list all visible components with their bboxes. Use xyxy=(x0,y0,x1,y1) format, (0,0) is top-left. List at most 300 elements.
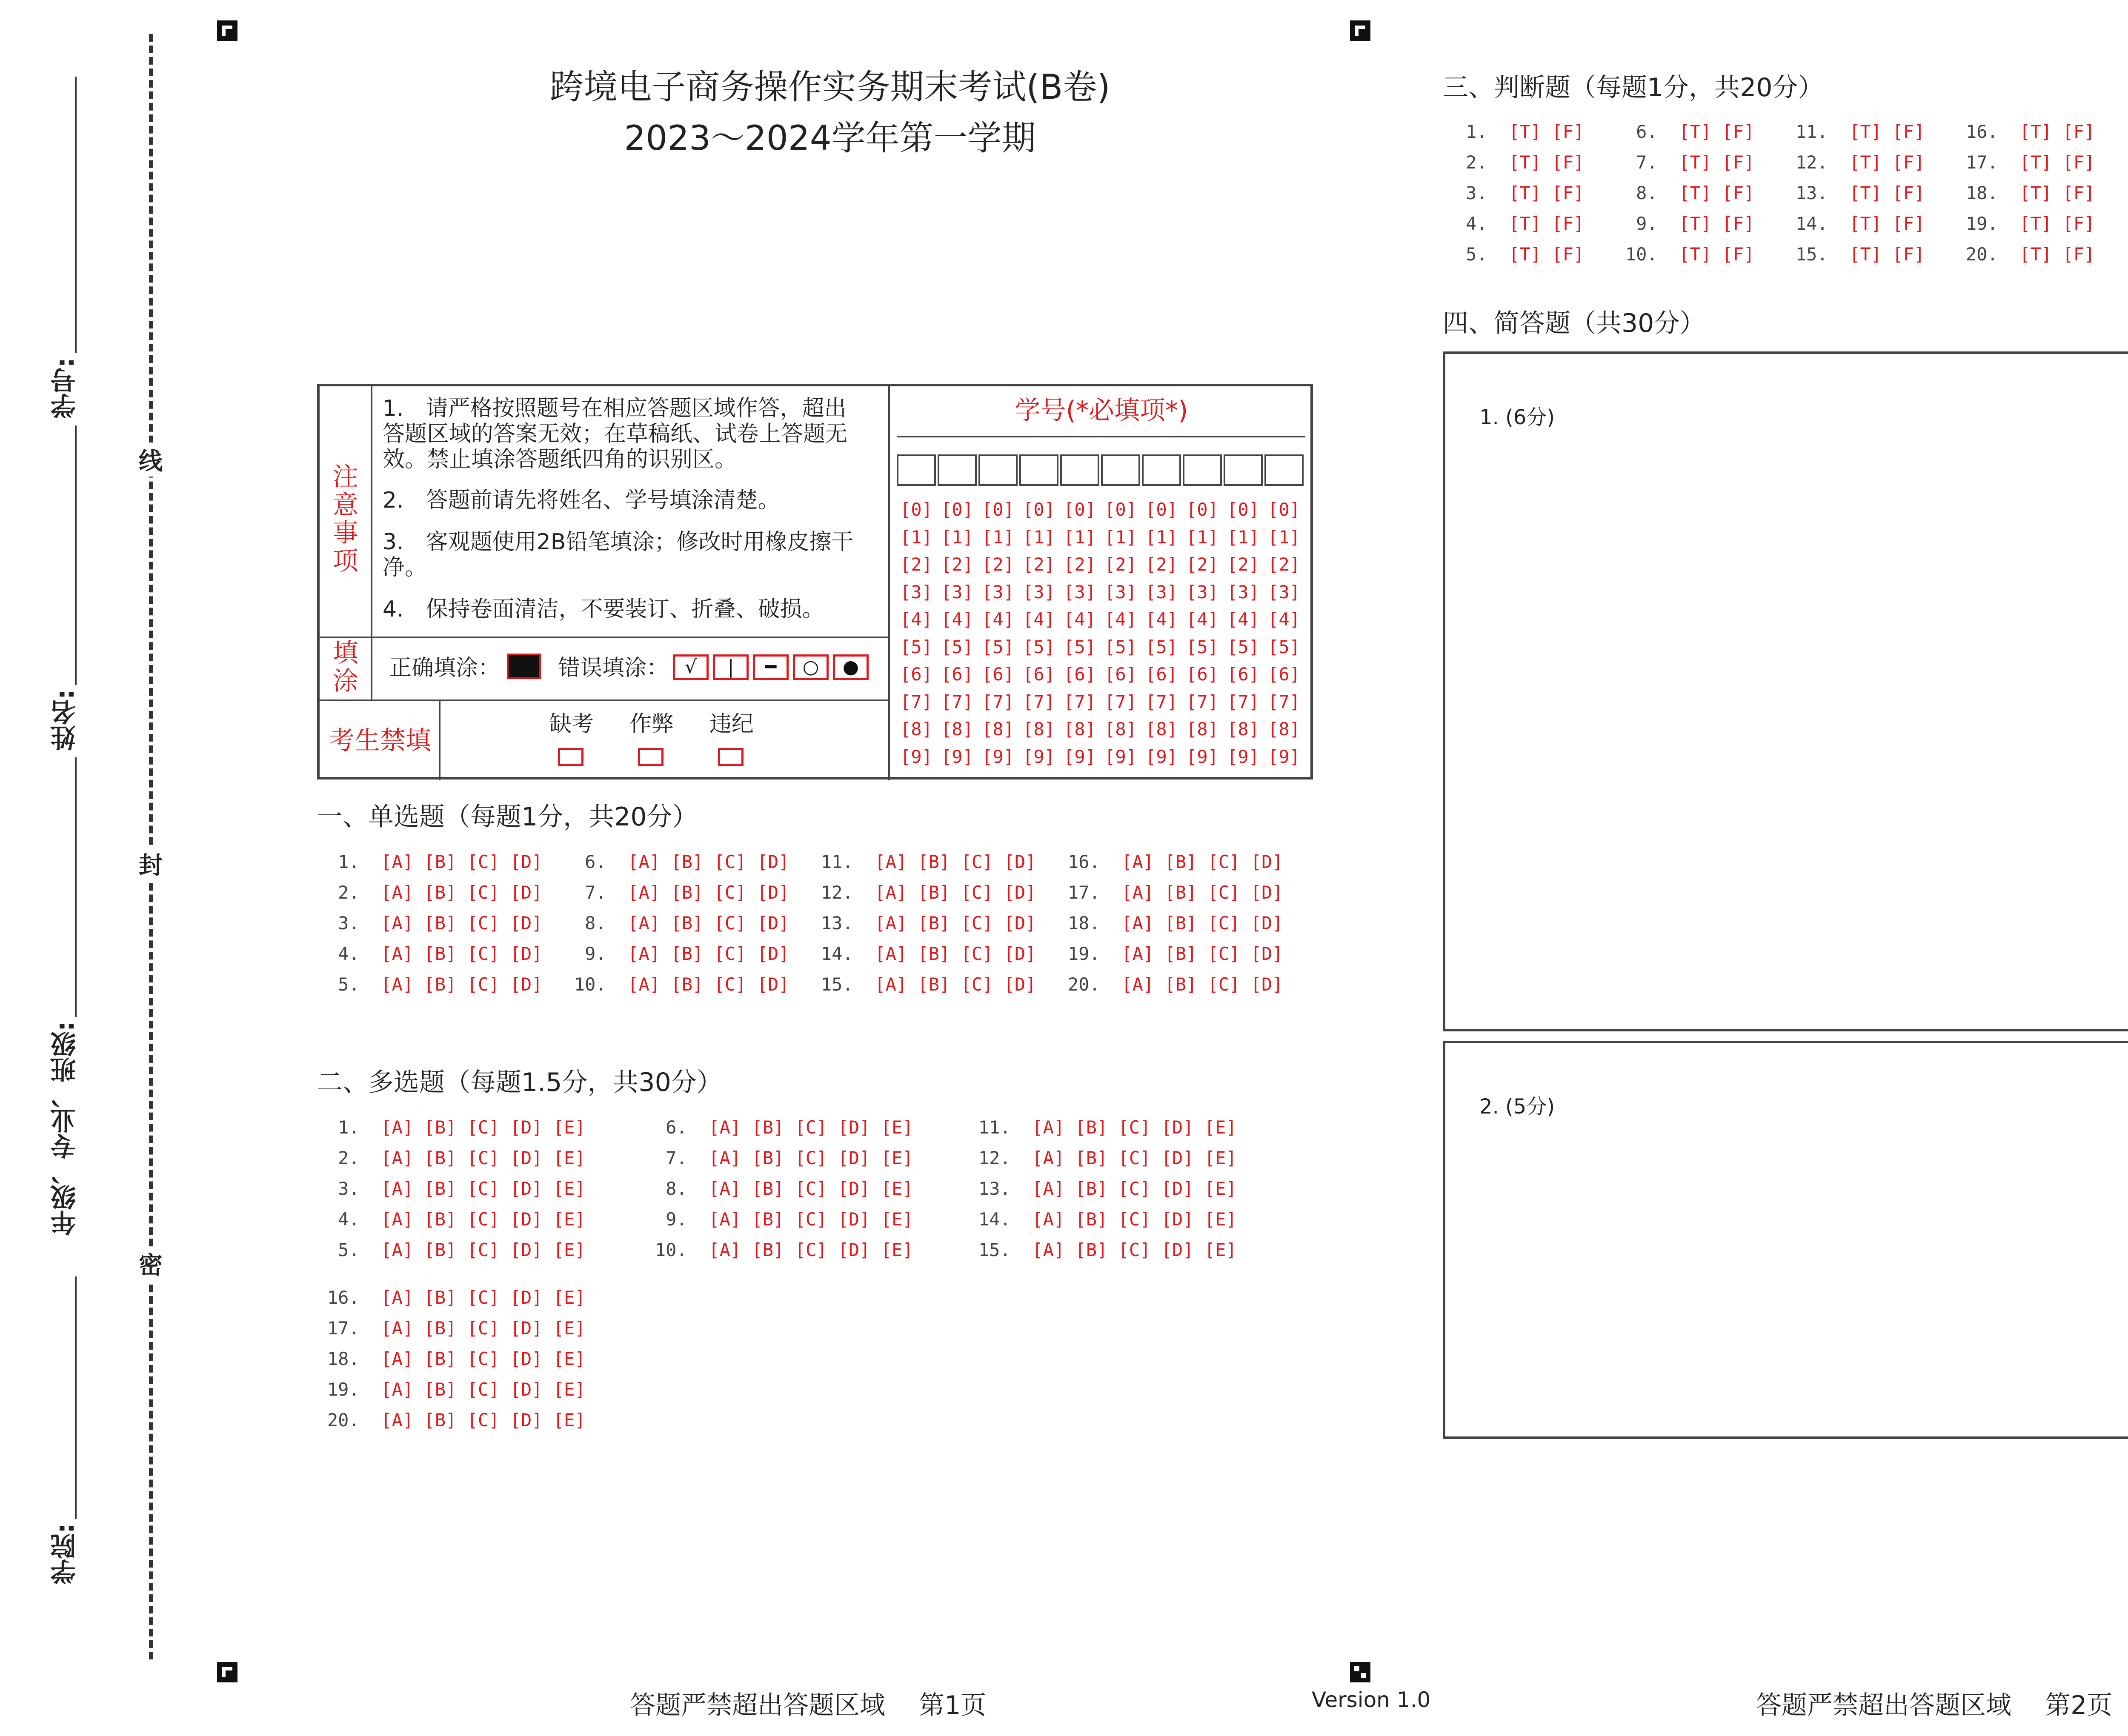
student-id-digit-bubble[interactable]: [3] xyxy=(1268,581,1300,602)
question-row[interactable] xyxy=(975,1204,1237,1235)
student-id-box[interactable] xyxy=(978,454,1018,486)
violation-label: 违纪 xyxy=(709,711,754,737)
question-row[interactable] xyxy=(1451,208,1584,239)
notice-item-3: 3. 客观题使用2B铅笔填涂；修改时用橡皮擦干净。 xyxy=(383,529,854,580)
student-id-digit-column[interactable] xyxy=(1142,496,1181,771)
student-id-digit-bubble[interactable]: [2] xyxy=(1064,554,1096,575)
question-row[interactable] xyxy=(323,1374,586,1405)
student-id-digit-bubble[interactable]: [0] xyxy=(1064,499,1096,520)
student-id-digit-bubble[interactable]: [9] xyxy=(1227,746,1259,767)
question-row[interactable] xyxy=(1622,239,1754,270)
answer-options[interactable]: [T] [F] xyxy=(1498,183,1585,203)
student-id-digit-bubble[interactable]: [9] xyxy=(941,746,973,767)
question-number: 9. xyxy=(1636,213,1668,234)
student-id-digit-bubble[interactable]: [8] xyxy=(1186,719,1218,740)
answer-options[interactable]: [A] [B] [C] [D] xyxy=(1111,943,1283,964)
student-id-digit-bubble[interactable]: [6] xyxy=(1186,664,1218,685)
student-id-digit-bubble[interactable]: [5] xyxy=(1227,636,1259,657)
student-id-digit-bubble[interactable]: [3] xyxy=(1145,581,1178,602)
answer-options[interactable]: [A] [B] [C] [D] xyxy=(617,974,789,995)
answer-options[interactable]: [A] [B] [C] [D] [E] xyxy=(698,1239,913,1260)
student-id-digit-bubble[interactable]: [7] xyxy=(900,691,932,712)
question-number: 20. xyxy=(1965,244,2009,265)
answer-options[interactable]: [A] [B] [C] [D] [E] xyxy=(698,1209,913,1230)
question-row[interactable] xyxy=(1064,877,1283,908)
answer-options[interactable]: [T] [F] xyxy=(1668,183,1755,203)
cheat-checkbox[interactable] xyxy=(638,748,664,766)
answer-options[interactable]: [A] [B] [C] [D] xyxy=(617,943,789,964)
answer-options[interactable]: [A] [B] [C] [D] xyxy=(370,851,543,872)
student-id-box[interactable] xyxy=(1142,454,1181,486)
student-id-box[interactable] xyxy=(938,454,977,486)
answer-options[interactable]: [A] [B] [C] [D] xyxy=(617,851,789,872)
answer-options[interactable]: [T] [F] xyxy=(2009,244,2095,265)
question-number: 20. xyxy=(327,1410,370,1430)
student-id-digit-bubble[interactable]: [8] xyxy=(1145,719,1178,740)
answer-options[interactable]: [A] [B] [C] [D] [E] xyxy=(1021,1117,1237,1138)
question-row[interactable] xyxy=(323,1344,586,1374)
student-id-digit-bubble[interactable]: [5] xyxy=(1186,636,1218,657)
answer-options[interactable]: [A] [B] [C] [D] [E] xyxy=(698,1148,913,1168)
answer-options[interactable]: [T] [F] xyxy=(2009,213,2095,234)
question-row[interactable] xyxy=(651,1235,913,1265)
student-id-digit-bubble[interactable]: [4] xyxy=(1023,609,1055,630)
question-row[interactable] xyxy=(1962,117,2095,147)
student-id-digit-bubble[interactable]: [9] xyxy=(982,746,1014,767)
question-row[interactable] xyxy=(1451,117,1584,147)
question-number: 3. xyxy=(338,913,370,934)
answer-options[interactable]: [A] [B] [C] [D] xyxy=(864,974,1036,995)
student-id-box[interactable] xyxy=(1101,454,1140,486)
student-id-digit-bubble[interactable]: [4] xyxy=(941,609,973,630)
student-id-digit-bubble[interactable]: [6] xyxy=(941,664,973,685)
question-number: 12. xyxy=(1795,152,1839,173)
question-row[interactable] xyxy=(1962,239,2095,270)
answer-options[interactable]: [A] [B] [C] [D] xyxy=(1111,882,1283,903)
answer-options[interactable]: [T] [F] xyxy=(2009,121,2095,142)
student-id-digit-bubble[interactable]: [0] xyxy=(1227,499,1259,520)
student-id-digit-bubble[interactable]: [0] xyxy=(982,499,1014,520)
student-id-digit-bubble[interactable]: [8] xyxy=(1064,719,1096,740)
question-row[interactable] xyxy=(651,1204,913,1235)
student-id-digit-bubble[interactable]: [1] xyxy=(1186,526,1218,548)
question-row[interactable] xyxy=(1064,939,1283,969)
question-row[interactable] xyxy=(1962,178,2095,208)
student-id-digit-bubble[interactable]: [5] xyxy=(1104,636,1137,657)
student-id-digit-bubble[interactable]: [4] xyxy=(1268,609,1300,630)
answer-options[interactable]: [A] [B] [C] [D] [E] xyxy=(370,1348,586,1369)
student-id-digit-bubble[interactable]: [2] xyxy=(1227,554,1259,575)
question-number: 8. xyxy=(1636,183,1668,203)
student-id-digit-bubble[interactable]: [9] xyxy=(1104,746,1137,767)
binding-char-line: 线 xyxy=(137,443,164,477)
student-id-digit-bubble[interactable]: [7] xyxy=(982,691,1014,712)
wrong-fill-check-icon: √ xyxy=(673,654,709,680)
student-id-digit-bubble[interactable]: [9] xyxy=(1186,746,1218,767)
notice-box xyxy=(317,384,1313,779)
student-id-digit-bubble[interactable]: [0] xyxy=(1268,499,1300,520)
question-row[interactable] xyxy=(323,847,543,877)
student-id-digit-bubble[interactable]: [4] xyxy=(1227,609,1259,630)
student-id-digit-bubble[interactable]: [3] xyxy=(941,581,973,602)
question-row[interactable] xyxy=(1962,147,2095,178)
answer-options[interactable]: [T] [F] xyxy=(1839,213,1925,234)
question-row[interactable] xyxy=(323,969,543,1000)
answer-options[interactable]: [T] [F] xyxy=(1839,183,1925,203)
answer-options[interactable]: [A] [B] [C] [D] xyxy=(864,851,1036,872)
question-row[interactable] xyxy=(1792,208,1925,239)
question-row[interactable] xyxy=(323,1174,586,1204)
answer-options[interactable]: [A] [B] [C] [D] [E] xyxy=(370,1178,586,1199)
student-id-digit-bubble[interactable]: [5] xyxy=(1145,636,1178,657)
student-id-box[interactable] xyxy=(897,454,936,486)
question-row[interactable] xyxy=(651,1143,913,1174)
student-id-digit-bubble[interactable]: [1] xyxy=(1104,526,1137,548)
answer-options[interactable]: [A] [B] [C] [D] [E] xyxy=(370,1148,586,1168)
question-row[interactable] xyxy=(975,1143,1237,1174)
answer-options[interactable]: [A] [B] [C] [D] [E] xyxy=(370,1117,586,1138)
wrong-fill-label: 错误填涂： xyxy=(558,655,669,681)
student-id-digit-bubble[interactable]: [1] xyxy=(1145,526,1178,548)
student-id-box[interactable] xyxy=(1264,454,1304,486)
question-row[interactable] xyxy=(651,1174,913,1204)
student-id-digit-bubble[interactable]: [8] xyxy=(1227,719,1259,740)
absent-label: 缺考 xyxy=(549,711,594,737)
student-id-box[interactable] xyxy=(1019,454,1058,486)
student-id-digit-bubble[interactable]: [3] xyxy=(900,581,932,602)
question-number: 17. xyxy=(1965,152,2009,173)
student-id-digit-column[interactable] xyxy=(1264,496,1304,771)
student-id-digit-bubble[interactable]: [8] xyxy=(982,719,1014,740)
answer-options[interactable]: [T] [F] xyxy=(1668,213,1755,234)
question-number: 7. xyxy=(585,882,617,903)
question-row[interactable] xyxy=(570,877,789,908)
student-id-digit-bubble[interactable]: [4] xyxy=(900,609,932,630)
student-id-digit-bubble[interactable]: [1] xyxy=(941,526,973,548)
question-row[interactable] xyxy=(323,939,543,969)
student-id-digit-bubble[interactable]: [0] xyxy=(1104,499,1137,520)
student-id-digit-bubble[interactable]: [9] xyxy=(1145,746,1178,767)
question-number: 17. xyxy=(327,1318,370,1339)
section-short-title: 四、简答题（共30分） xyxy=(1443,308,1705,338)
question-row[interactable] xyxy=(570,908,789,939)
student-id-digit-bubble[interactable]: [2] xyxy=(900,554,932,575)
answer-options[interactable]: [A] [B] [C] [D] [E] xyxy=(370,1239,586,1260)
student-id-digit-bubble[interactable]: [6] xyxy=(1023,664,1055,685)
short-answer-box-1[interactable] xyxy=(1443,351,2128,1031)
short-answer-box-2[interactable] xyxy=(1443,1041,2128,1439)
student-id-digit-bubble[interactable]: [4] xyxy=(982,609,1014,630)
student-id-digit-bubble[interactable]: [2] xyxy=(1268,554,1300,575)
student-id-digit-bubble[interactable]: [1] xyxy=(1023,526,1055,548)
answer-options[interactable]: [T] [F] xyxy=(2009,183,2095,203)
answer-options[interactable]: [A] [B] [C] [D] xyxy=(617,913,789,934)
answer-options[interactable]: [A] [B] [C] [D] [E] xyxy=(370,1379,586,1400)
answer-options[interactable]: [T] [F] xyxy=(1668,152,1755,173)
question-row[interactable] xyxy=(1792,178,1925,208)
question-row[interactable] xyxy=(1622,147,1754,178)
student-id-digit-bubble[interactable]: [1] xyxy=(982,526,1014,548)
question-row[interactable] xyxy=(817,847,1036,877)
answer-options[interactable]: [A] [B] [C] [D] [E] xyxy=(370,1410,586,1430)
question-row[interactable] xyxy=(817,969,1036,1000)
student-id-digit-bubble[interactable]: [0] xyxy=(941,499,973,520)
question-row[interactable] xyxy=(1451,147,1584,178)
question-number: 7. xyxy=(1636,152,1668,173)
student-id-digit-bubble[interactable]: [9] xyxy=(1064,746,1096,767)
answer-options[interactable]: [A] [B] [C] [D] xyxy=(864,943,1036,964)
student-id-digit-bubble[interactable]: [7] xyxy=(1023,691,1055,712)
student-id-digit-bubble[interactable]: [5] xyxy=(1064,636,1096,657)
answer-options[interactable]: [T] [F] xyxy=(1839,121,1925,142)
answer-options[interactable]: [A] [B] [C] [D] xyxy=(1111,913,1283,934)
student-id-digit-bubble[interactable]: [5] xyxy=(941,636,973,657)
question-row[interactable] xyxy=(1064,847,1283,877)
student-id-digit-bubble[interactable]: [4] xyxy=(1064,609,1096,630)
question-row[interactable] xyxy=(323,1112,586,1143)
question-row[interactable] xyxy=(323,877,543,908)
student-id-digit-bubble[interactable]: [6] xyxy=(1268,664,1300,685)
question-row[interactable] xyxy=(975,1174,1237,1204)
student-id-digit-bubble[interactable]: [6] xyxy=(1104,664,1137,685)
student-id-digit-bubble[interactable]: [4] xyxy=(1104,609,1137,630)
student-id-digit-bubble[interactable]: [6] xyxy=(1227,664,1259,685)
student-id-digit-bubble[interactable]: [8] xyxy=(941,719,973,740)
student-id-digit-bubble[interactable]: [6] xyxy=(1145,664,1178,685)
answer-options[interactable]: [T] [F] xyxy=(1498,121,1585,142)
student-id-digit-bubble[interactable]: [6] xyxy=(1064,664,1096,685)
question-number: 4. xyxy=(338,943,370,964)
student-id-digit-bubble[interactable]: [5] xyxy=(900,636,932,657)
question-row[interactable] xyxy=(323,1313,586,1344)
answer-options[interactable]: [A] [B] [C] [D] [E] xyxy=(370,1287,586,1308)
student-id-digit-bubble[interactable]: [3] xyxy=(1064,581,1096,602)
student-id-digit-bubble[interactable]: [7] xyxy=(1268,691,1300,712)
question-number: 4. xyxy=(1466,213,1498,234)
answer-options[interactable]: [A] [B] [C] [D] [E] xyxy=(698,1178,913,1199)
question-row[interactable] xyxy=(817,908,1036,939)
student-id-digit-bubble[interactable]: [5] xyxy=(1023,636,1055,657)
footer-page-2: 答题严禁超出答题区域 第2页 xyxy=(1756,1690,2113,1720)
question-row[interactable] xyxy=(323,908,543,939)
question-number: 11. xyxy=(978,1117,1021,1138)
answer-options[interactable]: [T] [F] xyxy=(1498,152,1585,173)
field-college-label: 学院: xyxy=(50,1523,80,1585)
question-number: 4. xyxy=(338,1209,370,1230)
answer-options[interactable]: [T] [F] xyxy=(2009,152,2095,173)
question-number: 6. xyxy=(1636,121,1668,142)
field-college-line[interactable] xyxy=(75,1276,77,1519)
student-id-digit-bubble[interactable]: [3] xyxy=(982,581,1014,602)
question-number: 1. xyxy=(338,851,370,872)
student-id-digit-bubble[interactable]: [7] xyxy=(941,691,973,712)
answer-options[interactable]: [A] [B] [C] [D] [E] xyxy=(698,1117,913,1138)
fill-label: 填涂 xyxy=(333,638,358,696)
question-row[interactable] xyxy=(651,1112,913,1143)
student-id-digit-bubble[interactable]: [0] xyxy=(1145,499,1178,520)
question-row[interactable] xyxy=(570,939,789,969)
student-id-digit-bubble[interactable]: [1] xyxy=(1064,526,1096,548)
student-id-digit-bubble[interactable]: [3] xyxy=(1104,581,1137,602)
student-id-digit-column[interactable] xyxy=(1019,496,1058,771)
student-id-digit-bubble[interactable]: [2] xyxy=(941,554,973,575)
student-id-digit-bubble[interactable]: [3] xyxy=(1023,581,1055,602)
student-id-digit-bubble[interactable]: [5] xyxy=(1268,636,1300,657)
student-id-digit-bubble[interactable]: [0] xyxy=(1023,499,1055,520)
question-number: 18. xyxy=(1965,183,2009,203)
wrong-fill-circle-icon: ○ xyxy=(793,654,829,680)
student-id-digit-bubble[interactable]: [2] xyxy=(1023,554,1055,575)
question-number: 13. xyxy=(978,1178,1021,1199)
answer-options[interactable]: [A] [B] [C] [D] [E] xyxy=(1021,1178,1237,1199)
student-id-digit-bubble[interactable]: [7] xyxy=(1064,691,1096,712)
answer-options[interactable]: [A] [B] [C] [D] xyxy=(370,882,543,903)
student-id-digit-bubble[interactable]: [2] xyxy=(982,554,1014,575)
question-number: 11. xyxy=(1795,121,1839,142)
student-id-box[interactable] xyxy=(1224,454,1263,486)
question-number: 10. xyxy=(574,974,617,995)
student-id-digit-bubble[interactable]: [6] xyxy=(900,664,932,685)
student-id-digit-bubble[interactable]: [2] xyxy=(1104,554,1137,575)
student-id-digit-column[interactable] xyxy=(1183,496,1222,771)
student-id-digit-bubble[interactable]: [8] xyxy=(900,719,932,740)
question-number: 6. xyxy=(585,851,617,872)
student-id-digit-bubble[interactable]: [6] xyxy=(982,664,1014,685)
question-row[interactable] xyxy=(1792,239,1925,270)
question-row[interactable] xyxy=(1622,208,1754,239)
student-id-digit-bubble[interactable]: [1] xyxy=(900,526,932,548)
question-row[interactable] xyxy=(1064,908,1283,939)
answer-options[interactable]: [A] [B] [C] [D] [E] xyxy=(1021,1148,1237,1168)
question-row[interactable] xyxy=(1451,239,1584,270)
question-row[interactable] xyxy=(975,1235,1237,1265)
question-row[interactable] xyxy=(817,939,1036,969)
absent-checkbox[interactable] xyxy=(558,748,583,766)
answer-options[interactable]: [A] [B] [C] [D] [E] xyxy=(370,1318,586,1339)
field-name-line[interactable] xyxy=(75,425,77,685)
student-id-digit-bubble[interactable]: [8] xyxy=(1104,719,1137,740)
student-id-box[interactable] xyxy=(1183,454,1222,486)
answer-options[interactable]: [T] [F] xyxy=(1839,244,1925,265)
student-id-digit-bubble[interactable]: [7] xyxy=(1227,691,1259,712)
question-number: 15. xyxy=(978,1239,1021,1260)
answer-options[interactable]: [A] [B] [C] [D] xyxy=(864,913,1036,934)
question-number: 9. xyxy=(585,943,617,964)
answer-options[interactable]: [A] [B] [C] [D] xyxy=(1111,851,1283,872)
answer-options[interactable]: [T] [F] xyxy=(1668,121,1755,142)
forbidden-label: 考生禁填 xyxy=(329,726,431,756)
answer-options[interactable]: [T] [F] xyxy=(1839,152,1925,173)
question-row[interactable] xyxy=(1792,117,1925,147)
student-id-digit-bubble[interactable]: [2] xyxy=(1145,554,1178,575)
answer-options[interactable]: [A] [B] [C] [D] xyxy=(617,882,789,903)
student-id-digit-bubble[interactable]: [9] xyxy=(1268,746,1300,767)
answer-options[interactable]: [T] [F] xyxy=(1668,244,1755,265)
question-number: 13. xyxy=(1795,183,1839,203)
student-id-digit-column[interactable] xyxy=(897,496,936,771)
question-number: 16. xyxy=(1067,851,1111,872)
student-id-digit-bubble[interactable]: [3] xyxy=(1186,581,1218,602)
question-row[interactable] xyxy=(323,1235,586,1265)
question-number: 14. xyxy=(1795,213,1839,234)
student-id-digit-column[interactable] xyxy=(978,496,1018,771)
question-number: 18. xyxy=(1067,913,1111,934)
question-row[interactable] xyxy=(570,969,789,1000)
student-id-digit-column[interactable] xyxy=(1224,496,1263,771)
notice-label: 注意事项 xyxy=(333,462,358,576)
question-row[interactable] xyxy=(1622,117,1754,147)
student-id-digit-column[interactable] xyxy=(1060,496,1099,771)
answer-options[interactable]: [A] [B] [C] [D] xyxy=(370,913,543,934)
student-id-digit-bubble[interactable]: [8] xyxy=(1268,719,1300,740)
question-row[interactable] xyxy=(1451,178,1584,208)
question-row[interactable] xyxy=(323,1204,586,1235)
answer-options[interactable]: [A] [B] [C] [D] [E] xyxy=(370,1209,586,1230)
question-row[interactable] xyxy=(323,1405,586,1436)
corner-marker-top-left xyxy=(217,20,237,41)
student-id-digit-bubble[interactable]: [8] xyxy=(1023,719,1055,740)
question-number: 1. xyxy=(1466,121,1498,142)
student-id-digit-bubble[interactable]: [5] xyxy=(982,636,1014,657)
corner-marker-bottom-left xyxy=(217,1662,237,1682)
question-number: 5. xyxy=(1466,244,1498,265)
section-multi-title: 二、多选题（每题1.5分，共30分） xyxy=(317,1068,722,1097)
student-id-digit-bubble[interactable]: [7] xyxy=(1186,691,1218,712)
student-id-digit-column[interactable] xyxy=(1101,496,1140,771)
question-row[interactable] xyxy=(1962,208,2095,239)
student-id-digit-column[interactable] xyxy=(938,496,977,771)
student-id-digit-bubble[interactable]: [7] xyxy=(1104,691,1137,712)
question-row[interactable] xyxy=(1792,147,1925,178)
student-id-digit-bubble[interactable]: [9] xyxy=(1023,746,1055,767)
student-id-digit-bubble[interactable]: [2] xyxy=(1186,554,1218,575)
student-id-digit-bubble[interactable]: [3] xyxy=(1227,581,1259,602)
field-class-line[interactable] xyxy=(75,757,77,1017)
question-row[interactable] xyxy=(975,1112,1237,1143)
student-id-digit-bubble[interactable]: [9] xyxy=(900,746,932,767)
violation-checkbox[interactable] xyxy=(718,748,744,766)
question-row[interactable] xyxy=(323,1143,586,1174)
section-judge-title: 三、判断题（每题1分，共20分） xyxy=(1443,73,1824,103)
student-id-digit-bubble[interactable]: [4] xyxy=(1186,609,1218,630)
question-number: 11. xyxy=(821,851,864,872)
answer-options[interactable]: [A] [B] [C] [D] [E] xyxy=(1021,1209,1237,1230)
question-row[interactable] xyxy=(1064,969,1283,1000)
student-id-digit-bubble[interactable]: [7] xyxy=(1145,691,1178,712)
answer-options[interactable]: [A] [B] [C] [D] xyxy=(1111,974,1283,995)
exam-title: 跨境电子商务操作实务期末考试(B卷) xyxy=(549,67,1110,107)
question-row[interactable] xyxy=(817,877,1036,908)
answer-options[interactable]: [T] [F] xyxy=(1498,213,1585,234)
student-id-digit-bubble[interactable]: [0] xyxy=(900,499,932,520)
student-id-digit-bubble[interactable]: [1] xyxy=(1227,526,1259,548)
answer-options[interactable]: [A] [B] [C] [D] xyxy=(864,882,1036,903)
question-row[interactable] xyxy=(1622,178,1754,208)
field-student-id-line[interactable] xyxy=(75,77,77,353)
student-id-digit-bubble[interactable]: [4] xyxy=(1145,609,1178,630)
answer-options[interactable]: [A] [B] [C] [D] xyxy=(370,974,543,995)
student-id-digit-bubble[interactable]: [0] xyxy=(1186,499,1218,520)
student-id-box[interactable] xyxy=(1060,454,1099,486)
answer-options[interactable]: [A] [B] [C] [D] [E] xyxy=(1021,1239,1237,1260)
student-id-digit-bubble[interactable]: [1] xyxy=(1268,526,1300,548)
question-number: 16. xyxy=(327,1287,370,1308)
footer-page-1: 答题严禁超出答题区域 第1页 xyxy=(630,1690,987,1720)
question-row[interactable] xyxy=(570,847,789,877)
question-row[interactable] xyxy=(323,1282,586,1313)
answer-options[interactable]: [T] [F] xyxy=(1498,244,1585,265)
answer-options[interactable]: [A] [B] [C] [D] xyxy=(370,943,543,964)
